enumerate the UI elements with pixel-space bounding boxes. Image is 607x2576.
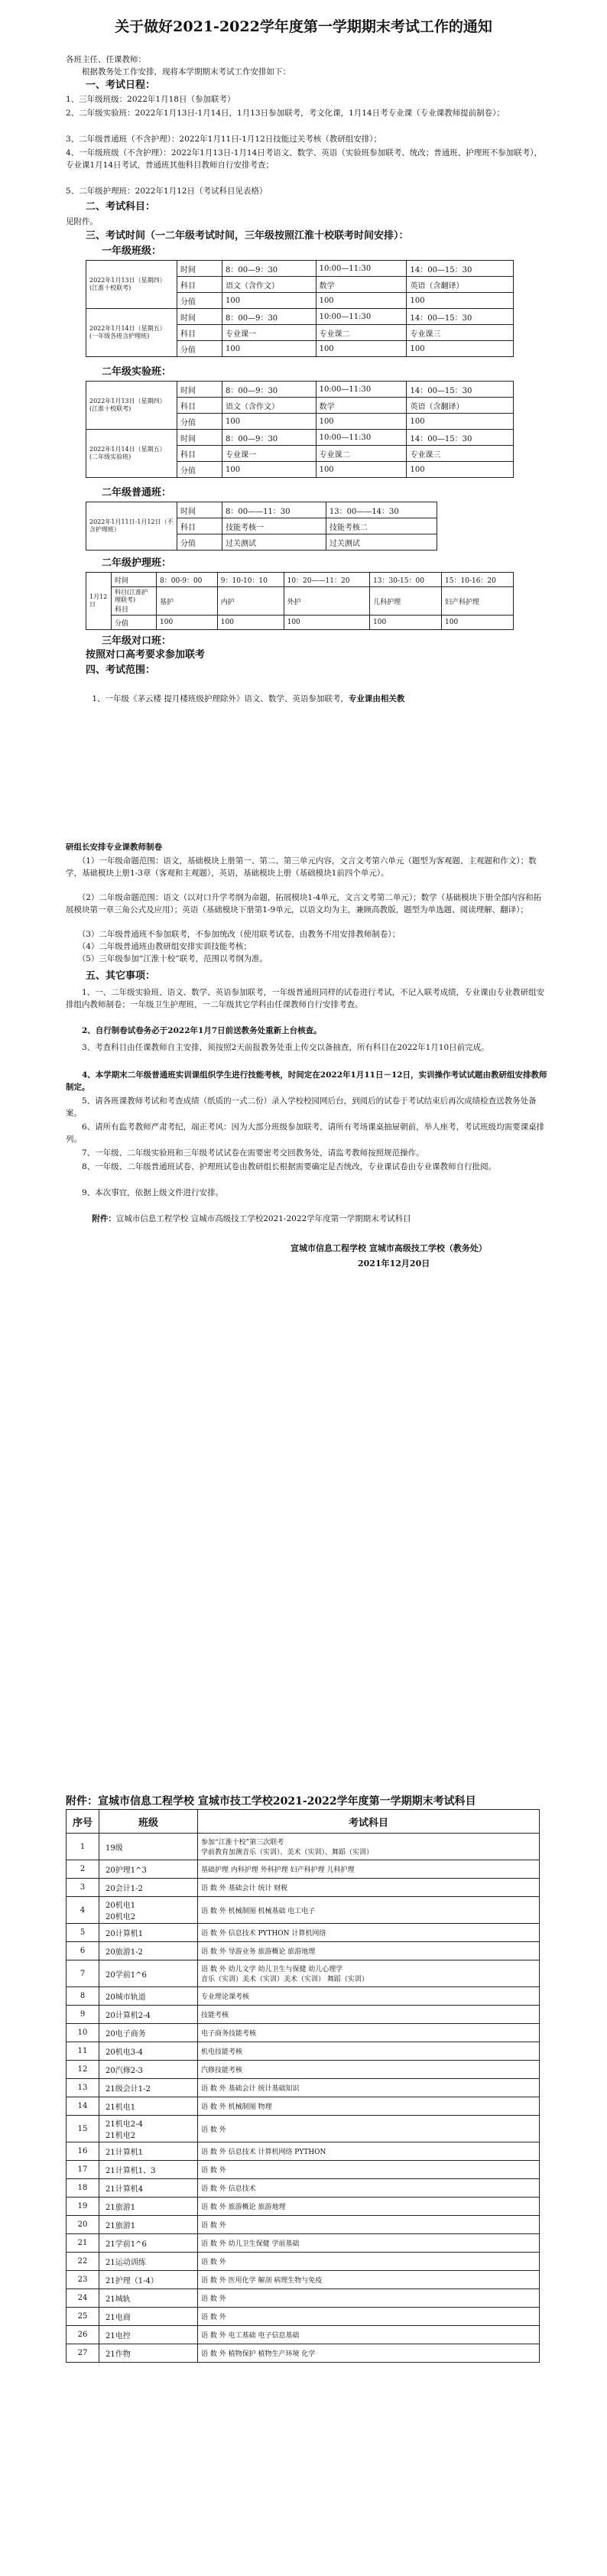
date-cell: 2022年1月13日（星期四）(江淮十校联考) bbox=[86, 382, 177, 430]
table-cell: 专业课一 bbox=[222, 446, 316, 462]
table-cell: 100 bbox=[407, 462, 514, 478]
document-title: 关于做好2021-2022学年度第一学期期末考试工作的通知 bbox=[115, 18, 492, 35]
row-label: 时间 bbox=[177, 430, 222, 446]
row-number: 20 bbox=[67, 2216, 99, 2234]
table-cell: 100 bbox=[316, 293, 407, 309]
table-row bbox=[67, 2097, 540, 2116]
row-subjects: 语 数 外 bbox=[198, 2161, 540, 2179]
row-subjects: 语 数 外 bbox=[198, 2116, 540, 2142]
row-number: 22 bbox=[67, 2253, 99, 2271]
table-row bbox=[67, 2216, 540, 2234]
row-subjects: 语 数 外 电工基础 电子信息基础 bbox=[198, 2326, 540, 2344]
row-label: 分值 bbox=[177, 293, 222, 309]
grade1-heading: 一年级班级： bbox=[102, 245, 162, 257]
table-cell: 100 bbox=[316, 341, 407, 357]
scope-item: （1）一年级命题范围：语文，基础模块上册第一、第二、第三单元内容，文言文考第六单元（题型为客观题、主观题和作文）；数学，基础模块上册1-3章（客观和主观题），英语，基础模块上册（基础模块1前四个单元）。 bbox=[66, 856, 537, 878]
row-number: 4 bbox=[67, 1897, 99, 1924]
row-subjects: 参加“江淮十校”第三次联考 学前教育加测音乐（实训）、美术（实训）、舞蹈（实训） bbox=[198, 1834, 540, 1860]
attachment-table bbox=[66, 1809, 540, 2363]
table-cell: 15：10-16：20 bbox=[442, 573, 514, 587]
table-cell: 100 bbox=[407, 293, 514, 309]
date-cell: 2022年1月14日（星期五）(一年级各班含护理班) bbox=[86, 309, 177, 357]
schedule-item: 1、三年级班级：2022年1月18日（参加联考） bbox=[66, 95, 235, 104]
row-subjects: 语 数 外 幼儿文学 幼儿卫生与保健 幼儿心理学 音乐（实训）美术（实训）美术（实训） 舞蹈（实训） bbox=[198, 1960, 540, 1987]
row-number: 26 bbox=[67, 2326, 99, 2344]
row-class: 21计算机4 bbox=[99, 2179, 198, 2198]
table-row bbox=[67, 2234, 540, 2253]
row-class: 20机电3-4 bbox=[99, 2042, 198, 2061]
table-row bbox=[67, 2079, 540, 2097]
row-class: 20会计1-2 bbox=[99, 1879, 198, 1897]
table-cell: 英语（含翻译） bbox=[407, 398, 514, 414]
table-cell: 专业课二 bbox=[316, 446, 407, 462]
table-cell: 8：00—9：30 bbox=[222, 430, 316, 446]
schedule-item: 3、二年级普通班（不含护理）：2022年1月11日-1月12日技能过关考核（教研组安排）； bbox=[66, 135, 382, 144]
row-number: 3 bbox=[67, 1879, 99, 1897]
row-subjects: 语 数 外 信息技术 PYTHON 计算机网络 bbox=[198, 1924, 540, 1942]
row-label: 科目 bbox=[177, 518, 222, 534]
table-cell: 100 bbox=[370, 616, 442, 630]
row-number: 10 bbox=[67, 2024, 99, 2042]
table-cell: 技能考核二 bbox=[326, 518, 437, 534]
table-cell: 14：00—15：30 bbox=[407, 430, 514, 446]
table-cell: 100 bbox=[284, 616, 369, 630]
row-number: 14 bbox=[67, 2097, 99, 2116]
table-row bbox=[67, 2024, 540, 2042]
table-row bbox=[67, 2289, 540, 2308]
row-label: 分值 bbox=[112, 616, 157, 630]
row-class: 21级会计1-2 bbox=[99, 2079, 198, 2097]
table-cell: 8：00—9：30 bbox=[222, 309, 316, 325]
grade3-text: 按照对口高考要求参加联考 bbox=[86, 649, 206, 661]
table-cell: 内护 bbox=[217, 587, 284, 616]
row-class: 21电商 bbox=[99, 2308, 198, 2326]
intro-paragraph: 根据教务处工作安排，现将本学期期末考试工作安排如下： bbox=[66, 67, 291, 76]
table-row bbox=[67, 1834, 540, 1860]
table-row bbox=[67, 2116, 540, 2142]
notice-item: 7、一年级、二年级实验班和三年级考试试卷在需要密考交回教务处，请监考教师按照规范操作。 bbox=[66, 1148, 424, 1158]
date-cell: 2022年1月14日（星期五）(二年级实验班) bbox=[86, 430, 177, 478]
table-cell: 100 bbox=[407, 414, 514, 430]
row-subjects: 语 数 外 信息技术 计算机网络 PYTHON bbox=[198, 2142, 540, 2161]
table-cell: 10:00—11:30 bbox=[316, 309, 407, 325]
table-cell: 基护 bbox=[157, 587, 218, 616]
table-cell: 语文（含作文） bbox=[222, 277, 316, 293]
table-cell: 英语（含翻译） bbox=[407, 277, 514, 293]
table-row bbox=[67, 1879, 540, 1897]
header-subjects: 考试科目 bbox=[198, 1810, 540, 1834]
row-number: 1 bbox=[67, 1834, 99, 1860]
row-subjects: 技能考核 bbox=[198, 2006, 540, 2024]
row-subjects: 电子商务技能考核 bbox=[198, 2024, 540, 2042]
row-label: 时间 bbox=[177, 502, 222, 518]
row-number: 23 bbox=[67, 2271, 99, 2289]
table-cell: 8：00-9：00 bbox=[157, 573, 218, 587]
table-cell: 100 bbox=[442, 616, 514, 630]
row-number: 25 bbox=[67, 2308, 99, 2326]
row-class: 21运动训练 bbox=[99, 2253, 198, 2271]
attachment-label: 附件： bbox=[92, 1214, 116, 1223]
row-class: 21护理（1-4） bbox=[99, 2271, 198, 2289]
row-subjects: 专业理论课考核 bbox=[198, 1987, 540, 2006]
grade2-nursing-schedule-table bbox=[86, 572, 514, 630]
table-cell: 14：00—15：30 bbox=[407, 382, 514, 398]
table-row bbox=[67, 2179, 540, 2198]
table-row bbox=[67, 1924, 540, 1942]
row-subjects: 汽修技能考核 bbox=[198, 2061, 540, 2079]
table-cell: 13：00——14：30 bbox=[326, 502, 437, 518]
row-class: 20城市轨道 bbox=[99, 1987, 198, 2006]
table-cell: 100 bbox=[222, 293, 316, 309]
row-subjects: 语 数 外 信息技术 bbox=[198, 2179, 540, 2198]
notice-item: 1、一、二年级实验班、语文、数学、英语参加联考，一年级普通班同样的试卷进行考试，不记入联考成绩，专业课由专业教研组安排组内教师制卷；一年级卫生护理班，一二年级其它学科由任课教师自行安排考查。 bbox=[66, 988, 545, 1009]
scope-item: （4）二年级普通班由教研组安排实训技能考核； bbox=[66, 942, 252, 951]
row-label: 时间 bbox=[112, 573, 157, 587]
row-label: 科目 bbox=[177, 277, 222, 293]
scope-item: （2）二年级命题范围：语文（以对口升学考纲为命题，拓展模块1-4单元，文言文考第二单元）；数学（基础模块下册全部内容和拓展模块第一章三角公式及应用）；英语（基础模块下册第1-9单元，以语文均为主，兼顾高教版，题型为单选题、阅读理解、翻译）； bbox=[66, 893, 542, 914]
row-number: 8 bbox=[67, 1987, 99, 2006]
table-cell: 妇产科护理 bbox=[442, 587, 514, 616]
row-subjects: 语 数 外 bbox=[198, 2289, 540, 2308]
row-class: 20计算机2-4 bbox=[99, 2006, 198, 2024]
table-row bbox=[67, 2042, 540, 2061]
table-row bbox=[67, 1897, 540, 1924]
notice-item: 4、本学期末二年级普通班实训课组织学生进行技能考核，时间定在2022年1月11日－12日，实训操作考试试题由教研组安排教师制定。 bbox=[66, 1070, 547, 1092]
row-class: 20计算机1 bbox=[99, 1924, 198, 1942]
table-cell: 10：20——11：20 bbox=[284, 573, 369, 587]
row-number: 15 bbox=[67, 2116, 99, 2142]
section-3-heading: 三、考试时间（一二年级考试时间，三年级按照江淮十校联考时间安排）： bbox=[86, 230, 409, 242]
row-label: 分值 bbox=[177, 462, 222, 478]
row-label: 科目 bbox=[177, 325, 222, 341]
table-cell: 13：30-15：00 bbox=[370, 573, 442, 587]
table-cell: 8：00——11：30 bbox=[222, 502, 326, 518]
table-row bbox=[67, 2161, 540, 2179]
notice-item: 8、一年级、二年级普通班试卷、护理班试卷由教研组长根据需要确定是否统改，专业课试卷由专业课教师自行批阅。 bbox=[66, 1162, 497, 1171]
row-number: 6 bbox=[67, 1942, 99, 1960]
table-row bbox=[67, 1960, 540, 1987]
signature-org: 宣城市信息工程学校 宣城市高级技工学校（教务处） bbox=[291, 1243, 487, 1253]
row-label: 时间 bbox=[177, 261, 222, 277]
section-4-heading: 四、考试范围： bbox=[86, 664, 156, 676]
row-class: 20护理1^3 bbox=[99, 1860, 198, 1879]
scope-item: （3）二年级普通班不参加联考，不参加统改（使用联考试卷，由教务不用安排教师制卷）； bbox=[66, 930, 401, 939]
row-label: 科目 bbox=[177, 446, 222, 462]
notice-item: 9、本次事宜，依据上级文件进行安排。 bbox=[66, 1188, 224, 1197]
row-subjects: 语 数 外 基础会计 统计基础知识 bbox=[198, 2079, 540, 2097]
table-cell: 10:00—11:30 bbox=[316, 382, 407, 398]
attachment-reference: 宣城市信息工程学校 宣城市高级技工学校2021-2022学年度第一学期期末考试科目 bbox=[115, 1214, 411, 1223]
table-row bbox=[67, 1942, 540, 1960]
row-subjects: 基础护理 内科护理 外科护理 妇产科护理 儿科护理 bbox=[198, 1860, 540, 1879]
table-cell: 8：00—9：30 bbox=[222, 261, 316, 277]
table-row bbox=[67, 2198, 540, 2216]
row-class: 21作物 bbox=[99, 2344, 198, 2363]
scope-paragraph-continued: 研组长安排专业课教师制卷 bbox=[66, 843, 162, 852]
row-subjects: 机电技能考核 bbox=[198, 2042, 540, 2061]
table-cell: 14：00—15：30 bbox=[407, 261, 514, 277]
section-1-heading: 一、考试日程： bbox=[86, 80, 156, 91]
grade2-regular-schedule-table bbox=[86, 502, 437, 551]
table-cell: 8：00—9：30 bbox=[222, 382, 316, 398]
table-row bbox=[67, 1860, 540, 1879]
table-row bbox=[67, 2344, 540, 2363]
row-class: 20汽修2-3 bbox=[99, 2061, 198, 2079]
table-row bbox=[67, 2142, 540, 2161]
table-row bbox=[67, 2308, 540, 2326]
section-5-heading: 五、其它事项： bbox=[86, 970, 156, 982]
row-label: 分值 bbox=[177, 414, 222, 430]
date-cell: 2022年1月11日-1月12日（不含护理班） bbox=[86, 502, 177, 551]
row-number: 9 bbox=[67, 2006, 99, 2024]
notice-item: 3、考查科目由任课教师自主安排，须按照2天前报教务处重上传交以备抽查，所有科目在2022年1月10日前完成。 bbox=[66, 1043, 489, 1052]
row-class: 20学前1^6 bbox=[99, 1960, 198, 1987]
table-row bbox=[67, 2271, 540, 2289]
row-number: 2 bbox=[67, 1860, 99, 1879]
schedule-item: 5、二年级护理班：2022年1月12日（考试科目见表格） bbox=[66, 187, 268, 196]
grade1-schedule-table bbox=[86, 260, 514, 357]
grade2-lab-schedule-table bbox=[86, 381, 514, 478]
row-label: 分值 bbox=[177, 341, 222, 357]
row-class: 20电子商务 bbox=[99, 2024, 198, 2042]
schedule-item: 4、一年级班级（不含护理）：2022年1月13日-1月14日考语文、数学、英语（实验班参加联考、统改；普通班、护理班不参加联考），专业课1月14日考试，普通班其他科目教师自行安排考查； bbox=[66, 148, 543, 170]
table-cell: 10:00—11:30 bbox=[316, 430, 407, 446]
notice-item: 5、请各班课教师考试和考查成绩（纸质的一式二份）录入学校校园网后台，到阅后的试卷于考试结束后再次成绩检查送教务处备案。 bbox=[66, 1096, 537, 1118]
table-cell: 过关测试 bbox=[222, 534, 326, 551]
row-number: 17 bbox=[67, 2161, 99, 2179]
row-class: 20旅游1-2 bbox=[99, 1942, 198, 1960]
row-number: 5 bbox=[67, 1924, 99, 1942]
row-subjects: 语 数 外 导游业务 旅游概论 旅游地理 bbox=[198, 1942, 540, 1960]
row-label: 时间 bbox=[177, 382, 222, 398]
row-class: 21电控 bbox=[99, 2326, 198, 2344]
row-label: 分值 bbox=[177, 534, 222, 551]
table-cell: 100 bbox=[222, 341, 316, 357]
row-label: 时间 bbox=[177, 309, 222, 325]
row-class: 21机电2-4 21机电2 bbox=[99, 2116, 198, 2142]
row-class: 21城轨 bbox=[99, 2289, 198, 2308]
row-class: 20机电1 20机电2 bbox=[99, 1897, 198, 1924]
scope-paragraph-emphasis: 专业课由相关教 bbox=[348, 694, 405, 703]
table-cell: 数学 bbox=[316, 398, 407, 414]
row-subjects: 语 数 外 机械制图 机械基础 电工电子 bbox=[198, 1897, 540, 1924]
row-number: 7 bbox=[67, 1960, 99, 1987]
row-label: 科目 bbox=[115, 606, 129, 614]
notice-item: 6、请所有监考教师严肃考纪，端正考风：因为大部分班级参加联考，请所有考场课桌抽屉朝前，举人座考，考试班级均需要课桌排列。 bbox=[66, 1122, 545, 1144]
row-class: 21计算机1、3 bbox=[99, 2161, 198, 2179]
row-number: 21 bbox=[67, 2234, 99, 2253]
row-subjects: 语 数 外 bbox=[198, 2216, 540, 2234]
table-cell: 100 bbox=[217, 616, 284, 630]
signature-date: 2021年12月20日 bbox=[358, 1259, 430, 1269]
grade2-lab-heading: 二年级实验班： bbox=[102, 366, 172, 378]
table-cell: 专业课二 bbox=[316, 325, 407, 341]
row-class: 21机电1 bbox=[99, 2097, 198, 2116]
row-class: 21学前1^6 bbox=[99, 2234, 198, 2253]
row-subjects: 语 数 外 幼儿卫生保健 学前基础 bbox=[198, 2234, 540, 2253]
salutation: 各班主任、任课教师： bbox=[66, 55, 146, 64]
row-number: 16 bbox=[67, 2142, 99, 2161]
table-cell: 100 bbox=[316, 462, 407, 478]
section-2-text: 见附件。 bbox=[66, 217, 98, 226]
table-cell: 10:00—11:30 bbox=[316, 261, 407, 277]
attachment-title: 附件：宣城市信息工程学校 宣城市技工学校2021-2022学年度第一学期期末考试科目 bbox=[66, 1795, 476, 1808]
table-cell: 100 bbox=[407, 341, 514, 357]
row-subjects: 语 数 外 医用化学 解剖 病理生物与免疫 bbox=[198, 2271, 540, 2289]
table-cell: 100 bbox=[222, 414, 316, 430]
table-cell: 技能考核一 bbox=[222, 518, 326, 534]
row-class: 21旅游1 bbox=[99, 2216, 198, 2234]
table-cell: 14：00—15：30 bbox=[407, 309, 514, 325]
row-number: 18 bbox=[67, 2179, 99, 2198]
table-row bbox=[67, 2326, 540, 2344]
header-class: 班级 bbox=[99, 1810, 198, 1834]
grade2-nursing-heading: 二年级护理班： bbox=[102, 557, 172, 569]
table-cell: 100 bbox=[222, 462, 316, 478]
table-cell: 语文（含作文） bbox=[222, 398, 316, 414]
row-number: 13 bbox=[67, 2079, 99, 2097]
header-no: 序号 bbox=[67, 1810, 99, 1834]
row-subjects: 语 数 外 旅游概论 旅游地理 bbox=[198, 2198, 540, 2216]
row-subjects: 语 数 外 基础会计 统计 财税 bbox=[198, 1879, 540, 1897]
row-subjects: 语 数 外 植物保护 植物生产环境 化学 bbox=[198, 2344, 540, 2363]
table-cell: 专业课三 bbox=[407, 325, 514, 341]
table-row bbox=[67, 2006, 540, 2024]
row-class: 19级 bbox=[99, 1834, 198, 1860]
scope-item: （5）三年级参加“江淮十校”联考，范围以考纲为准。 bbox=[66, 954, 268, 963]
schedule-item: 2、二年级实验班：2022年1月13日-1月14日，1月13日参加联考，考文化课，1月14日考专业课（专业课教师提前制卷）； bbox=[66, 109, 505, 118]
table-cell: 儿科护理 bbox=[370, 587, 442, 616]
row-subjects: 语 数 外 bbox=[198, 2253, 540, 2271]
date-cell: 2022年1月13日（星期四）(江淮十校联考) bbox=[86, 261, 177, 309]
section-2-heading: 二、考试科目： bbox=[86, 201, 156, 213]
table-cell: 9：10-10：10 bbox=[217, 573, 284, 587]
row-label: 科目 bbox=[177, 398, 222, 414]
table-cell: 专业课一 bbox=[222, 325, 316, 341]
table-cell: 100 bbox=[157, 616, 218, 630]
table-row bbox=[67, 1987, 540, 2006]
grade3-heading: 三年级对口班： bbox=[102, 635, 172, 647]
scope-paragraph: 1、一年级《茅云楼 提月楼班级护理除外》语文、数学、英语参加联考， bbox=[76, 694, 349, 703]
date-cell: 1月12日 bbox=[86, 573, 112, 630]
row-number: 12 bbox=[67, 2061, 99, 2079]
row-subjects: 语 数 外 bbox=[198, 2308, 540, 2326]
table-cell: 专业课三 bbox=[407, 446, 514, 462]
row-class: 21旅游1 bbox=[99, 2198, 198, 2216]
notice-item: 2、自行制卷试卷务必于2022年1月7日前送教务处重新上台核查。 bbox=[66, 1026, 322, 1035]
table-cell: 外护 bbox=[284, 587, 369, 616]
table-cell: 数学 bbox=[316, 277, 407, 293]
row-number: 19 bbox=[67, 2198, 99, 2216]
nursing-note: 科目(江淮护理联考) bbox=[115, 588, 148, 603]
table-row bbox=[67, 2253, 540, 2271]
grade2-regular-heading: 二年级普通班： bbox=[102, 487, 172, 499]
table-row bbox=[67, 2061, 540, 2079]
table-cell: 过关测试 bbox=[326, 534, 437, 551]
row-subjects: 语 数 外 机械制图 物理 bbox=[198, 2097, 540, 2116]
row-number: 11 bbox=[67, 2042, 99, 2061]
row-number: 24 bbox=[67, 2289, 99, 2308]
table-cell: 100 bbox=[316, 414, 407, 430]
row-class: 21计算机1 bbox=[99, 2142, 198, 2161]
row-number: 27 bbox=[67, 2344, 99, 2363]
